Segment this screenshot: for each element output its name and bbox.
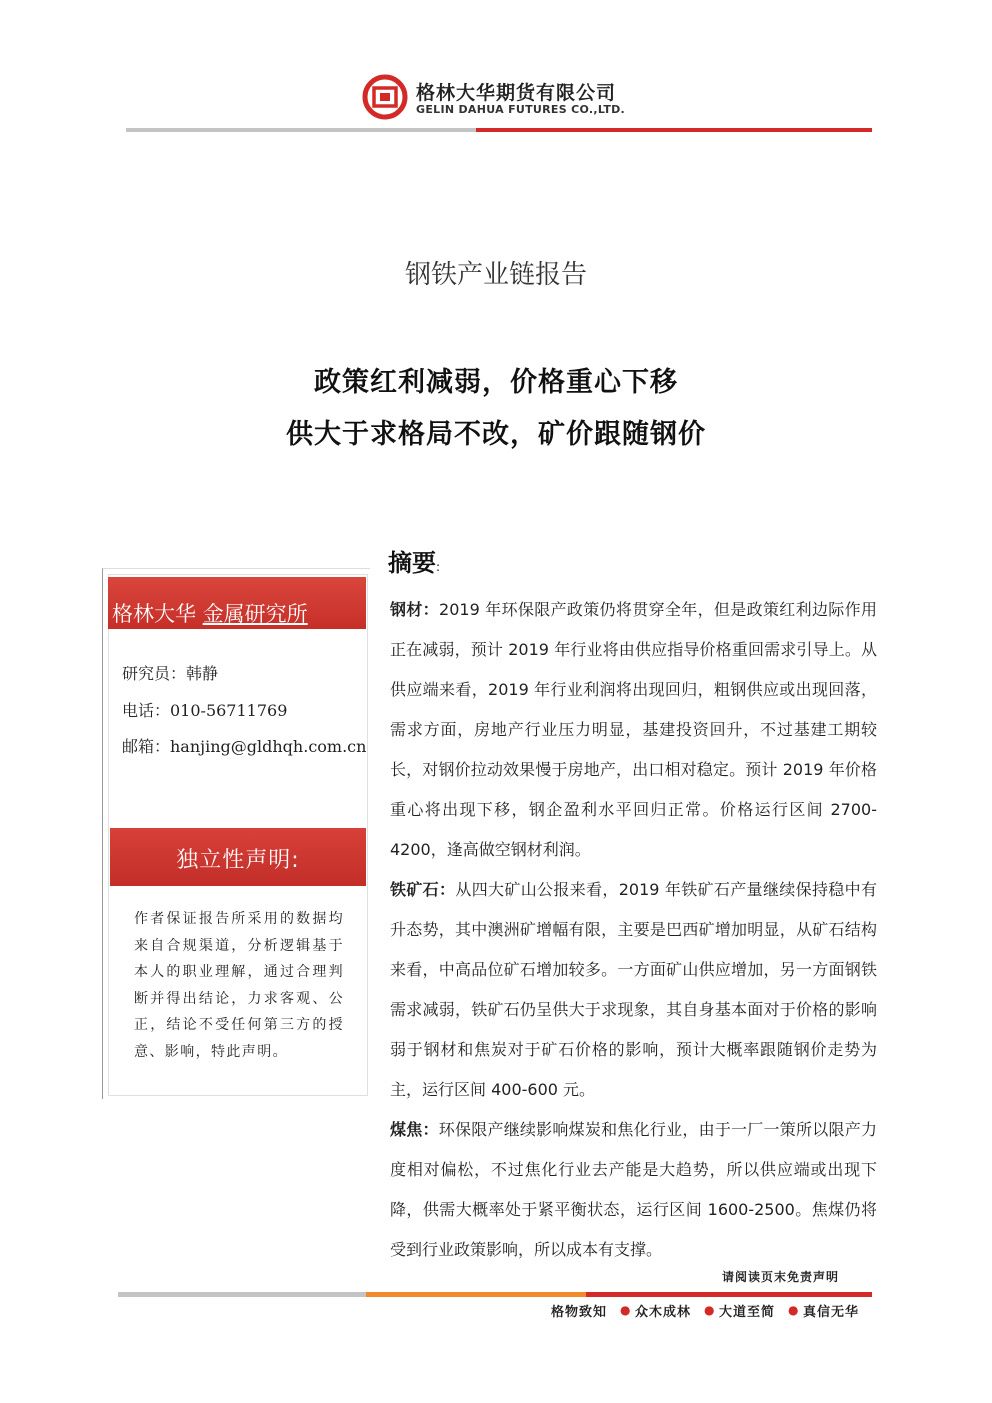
report-type-title: 钢铁产业链报告 bbox=[404, 260, 587, 290]
institute-banner-text bbox=[112, 598, 308, 628]
bullet-dot-icon: ● bbox=[704, 1303, 715, 1317]
motto-3: 大道至简 bbox=[719, 1305, 776, 1320]
abstract-title-text: 摘要 bbox=[388, 549, 436, 577]
headline-line-2: 供大于求格局不改，矿价跟随钢价 bbox=[286, 419, 706, 450]
declaration-text: 作者保证报告所采用的数据均来自合规渠道，分析逻辑基于本人的职业理解，通过合理判断并得出结论，力求客观、公正，结论不受任何第三方的授意、影响，特此声明。 bbox=[134, 911, 344, 1060]
header-divider-red bbox=[476, 128, 872, 132]
analyst-phone: 电话：010-56711769 bbox=[122, 701, 288, 720]
declaration-title: 独立性声明: bbox=[176, 848, 300, 873]
analyst-name: 研究员：韩静 bbox=[122, 664, 219, 683]
coal-coke-paragraph bbox=[390, 1110, 877, 1270]
institute-name: 金属研究所 bbox=[202, 602, 308, 626]
steel-lead: 钢材： bbox=[390, 600, 440, 619]
iron-ore-text: 从四大矿山公报来看，2019 年铁矿石产量继续保持稳中有升态势，其中澳洲矿增幅有限，主要是巴西矿增加明显，从矿石结构来看，中高品位矿石增加较多。一方面矿山供应增加，另一方面钢铁需求减弱，铁矿石仍呈供大于求现象，其自身基本面对于价格的影响弱于钢材和焦炭对于矿石价格的影响，预计大概率跟随钢价走势为主，运行区间 400-600 元。 bbox=[390, 880, 877, 1099]
bullet-dot-icon: ● bbox=[620, 1303, 631, 1317]
headline-line-1: 政策红利减弱，价格重心下移 bbox=[314, 367, 678, 398]
steel-paragraph bbox=[390, 590, 877, 870]
coal-coke-text: 环保限产继续影响煤炭和焦化行业，由于一厂一策所以限产力度相对偏松，不过焦化行业去产能是大趋势，所以供应端或出现下降，供需大概率处于紧平衡状态，运行区间 1600-2500。焦煤仍将受到行业政策影响，所以成本有支撑。 bbox=[390, 1120, 877, 1259]
analyst-email: 邮箱：hanjing@gldhqh.com.cn bbox=[122, 737, 367, 756]
company-name-cn: 格林大华期货有限公司 bbox=[416, 82, 617, 104]
footer-divider-gray bbox=[118, 1292, 366, 1297]
company-name-en: GELIN DAHUA FUTURES CO.,LTD. bbox=[416, 103, 626, 116]
abstract-title-colon: : bbox=[436, 560, 441, 574]
footer-divider-red bbox=[586, 1292, 872, 1297]
abstract-title bbox=[388, 543, 440, 578]
steel-text: 2019 年环保限产政策仍将贯穿全年，但是政策红利边际作用正在减弱，预计 2019 年行业将由供应指导价格重回需求引导上。从供应端来看，2019 年行业利润将出现回归，粗钢供应或出现回落，需求方面，房地产行业压力明显，基建投资回升，不过基建工期较长，对钢价拉动效果慢于房地产，出口相对稳定。预计 2019 年价格重心将出现下移，钢企盈利水平回归正常。价格运行区间 2700-4200，逢高做空钢材利润。 bbox=[390, 600, 877, 859]
motto-2: 众木成林 bbox=[635, 1305, 692, 1320]
institute-prefix: 格林大华 bbox=[112, 602, 196, 626]
iron-ore-paragraph bbox=[390, 870, 877, 1110]
bullet-dot-icon: ● bbox=[788, 1303, 799, 1317]
coal-coke-lead: 煤焦： bbox=[390, 1120, 439, 1139]
gelin-dahua-logo-icon bbox=[362, 74, 408, 120]
iron-ore-lead: 铁矿石： bbox=[390, 880, 456, 899]
motto-1: 格物致知 bbox=[551, 1305, 608, 1320]
footer-divider-orange bbox=[366, 1292, 586, 1297]
disclaimer-note: 请阅读页末免责声明 bbox=[722, 1270, 840, 1284]
motto-4: 真信无华 bbox=[803, 1305, 860, 1320]
header-divider-gray bbox=[126, 128, 476, 132]
